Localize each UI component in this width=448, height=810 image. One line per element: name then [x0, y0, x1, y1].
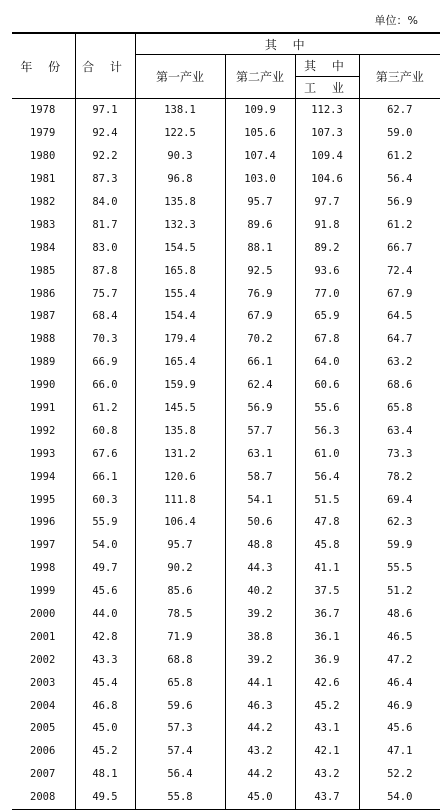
total-cell: 68.4 — [75, 305, 135, 328]
tertiary-cell: 61.2 — [387, 218, 413, 231]
header-secondary: 第二产业 — [225, 55, 295, 99]
table-row — [12, 397, 440, 420]
year-cell: 1997 — [12, 534, 75, 557]
tertiary-cell: 59.0 — [387, 127, 413, 140]
total-cell: 49.7 — [75, 557, 135, 580]
tertiary-cell: 47.1 — [387, 745, 413, 758]
tertiary-cell: 63.4 — [387, 424, 413, 437]
secondary-cell: 58.7 — [225, 465, 295, 488]
industry-cell: 93.6 — [295, 259, 359, 282]
table-row — [12, 625, 440, 648]
table-row — [12, 465, 440, 488]
header-total: 合 计 — [75, 33, 135, 99]
total-cell: 60.8 — [75, 419, 135, 442]
table-row — [12, 442, 440, 465]
tertiary-cell: 45.6 — [387, 722, 413, 735]
primary-cell: 132.3 — [135, 213, 225, 236]
total-cell: 44.0 — [75, 603, 135, 626]
tertiary-cell: 65.8 — [387, 402, 413, 415]
industry-cell: 64.0 — [295, 351, 359, 374]
secondary-cell: 95.7 — [225, 191, 295, 214]
secondary-cell: 92.5 — [225, 259, 295, 282]
year-cell: 2002 — [12, 648, 75, 671]
tertiary-cell: 46.4 — [387, 676, 413, 689]
year-cell: 2008 — [12, 786, 75, 809]
unit-label: 单位：% — [374, 14, 418, 27]
table-row — [12, 488, 440, 511]
industry-cell: 61.0 — [295, 442, 359, 465]
industry-cell: 41.1 — [295, 557, 359, 580]
primary-cell: 56.4 — [135, 763, 225, 786]
secondary-cell: 105.6 — [225, 122, 295, 145]
industry-cell: 43.7 — [295, 786, 359, 809]
tertiary-cell: 61.2 — [387, 150, 413, 163]
total-cell: 92.4 — [75, 122, 135, 145]
table-row — [12, 328, 440, 351]
table-body — [12, 99, 440, 810]
secondary-cell: 56.9 — [225, 397, 295, 420]
table-row — [12, 648, 440, 671]
total-cell: 54.0 — [75, 534, 135, 557]
secondary-cell: 39.2 — [225, 648, 295, 671]
secondary-cell: 40.2 — [225, 580, 295, 603]
tertiary-cell: 47.2 — [387, 653, 413, 666]
total-cell: 45.4 — [75, 671, 135, 694]
table-row — [12, 259, 440, 282]
header-primary: 第一产业 — [135, 55, 225, 99]
secondary-cell: 46.3 — [225, 694, 295, 717]
secondary-cell: 66.1 — [225, 351, 295, 374]
total-cell: 81.7 — [75, 213, 135, 236]
year-cell: 1979 — [12, 122, 75, 145]
secondary-cell: 107.4 — [225, 145, 295, 168]
year-cell: 1978 — [12, 99, 75, 122]
industry-cell: 112.3 — [295, 99, 359, 122]
table-row — [12, 694, 440, 717]
year-cell: 1996 — [12, 511, 75, 534]
primary-cell: 155.4 — [135, 282, 225, 305]
year-cell: 2000 — [12, 603, 75, 626]
total-cell: 60.3 — [75, 488, 135, 511]
total-cell: 92.2 — [75, 145, 135, 168]
industry-cell: 91.8 — [295, 213, 359, 236]
year-cell: 2007 — [12, 763, 75, 786]
total-cell: 42.8 — [75, 625, 135, 648]
total-cell: 97.1 — [75, 99, 135, 122]
table-row — [12, 763, 440, 786]
tertiary-cell: 48.6 — [387, 608, 413, 621]
industry-cell: 65.9 — [295, 305, 359, 328]
primary-cell: 138.1 — [135, 99, 225, 122]
secondary-cell: 54.1 — [225, 488, 295, 511]
year-cell: 2001 — [12, 625, 75, 648]
tertiary-cell: 64.5 — [387, 310, 413, 323]
total-cell: 43.3 — [75, 648, 135, 671]
industry-cell: 36.9 — [295, 648, 359, 671]
primary-cell: 159.9 — [135, 374, 225, 397]
primary-cell: 120.6 — [135, 465, 225, 488]
tertiary-cell: 72.4 — [387, 264, 413, 277]
tertiary-cell: 69.4 — [387, 493, 413, 506]
header-industry: 工 业 — [295, 77, 359, 99]
secondary-cell: 63.1 — [225, 442, 295, 465]
primary-cell: 165.8 — [135, 259, 225, 282]
industry-cell: 47.8 — [295, 511, 359, 534]
year-cell: 1999 — [12, 580, 75, 603]
table-row — [12, 99, 440, 122]
total-cell: 87.3 — [75, 168, 135, 191]
primary-cell: 165.4 — [135, 351, 225, 374]
secondary-cell: 57.7 — [225, 419, 295, 442]
primary-cell: 55.8 — [135, 786, 225, 809]
table-row — [12, 351, 440, 374]
data-table — [12, 32, 440, 810]
year-cell: 1990 — [12, 374, 75, 397]
industry-cell: 43.1 — [295, 717, 359, 740]
secondary-cell: 70.2 — [225, 328, 295, 351]
table-header — [12, 33, 440, 99]
tertiary-cell: 56.4 — [387, 173, 413, 186]
industry-cell: 55.6 — [295, 397, 359, 420]
year-cell: 1987 — [12, 305, 75, 328]
year-cell: 1984 — [12, 236, 75, 259]
tertiary-cell: 51.2 — [387, 585, 413, 598]
primary-cell: 106.4 — [135, 511, 225, 534]
table-row — [12, 122, 440, 145]
table-row — [12, 168, 440, 191]
primary-cell: 154.4 — [135, 305, 225, 328]
secondary-cell: 109.9 — [225, 99, 295, 122]
header-tertiary: 第三产业 — [359, 55, 440, 99]
year-cell: 1982 — [12, 191, 75, 214]
tertiary-cell: 63.2 — [387, 356, 413, 369]
primary-cell: 111.8 — [135, 488, 225, 511]
tertiary-cell: 55.5 — [387, 562, 413, 575]
year-cell: 1980 — [12, 145, 75, 168]
header-of-which: 其 中 — [135, 33, 440, 55]
primary-cell: 85.6 — [135, 580, 225, 603]
primary-cell: 122.5 — [135, 122, 225, 145]
table-row — [12, 236, 440, 259]
total-cell: 45.2 — [75, 740, 135, 763]
primary-cell: 135.8 — [135, 419, 225, 442]
primary-cell: 65.8 — [135, 671, 225, 694]
year-cell: 1981 — [12, 168, 75, 191]
total-cell: 61.2 — [75, 397, 135, 420]
primary-cell: 71.9 — [135, 625, 225, 648]
table-row — [12, 374, 440, 397]
header-year: 年 份 — [12, 33, 75, 99]
secondary-cell: 67.9 — [225, 305, 295, 328]
primary-cell: 154.5 — [135, 236, 225, 259]
table-row — [12, 534, 440, 557]
tertiary-cell: 46.5 — [387, 630, 413, 643]
industry-cell: 97.7 — [295, 191, 359, 214]
primary-cell: 135.8 — [135, 191, 225, 214]
primary-cell: 179.4 — [135, 328, 225, 351]
primary-cell: 57.3 — [135, 717, 225, 740]
year-cell: 1993 — [12, 442, 75, 465]
table-row — [12, 557, 440, 580]
header-secondary-of-which: 其 中 — [295, 55, 359, 77]
tertiary-cell: 56.9 — [387, 196, 413, 208]
table-row — [12, 580, 440, 603]
secondary-cell: 89.6 — [225, 213, 295, 236]
industry-cell: 67.8 — [295, 328, 359, 351]
tertiary-cell: 67.9 — [387, 287, 413, 300]
year-cell: 1985 — [12, 259, 75, 282]
year-cell: 1998 — [12, 557, 75, 580]
secondary-cell: 39.2 — [225, 603, 295, 626]
year-cell: 1983 — [12, 213, 75, 236]
total-cell: 84.0 — [75, 191, 135, 214]
table-row — [12, 305, 440, 328]
industry-cell: 104.6 — [295, 168, 359, 191]
industry-cell: 36.1 — [295, 625, 359, 648]
primary-cell: 90.3 — [135, 145, 225, 168]
secondary-cell: 43.2 — [225, 740, 295, 763]
table-row — [12, 282, 440, 305]
industry-cell: 45.8 — [295, 534, 359, 557]
tertiary-cell: 78.2 — [387, 470, 413, 483]
industry-cell: 45.2 — [295, 694, 359, 717]
table-row — [12, 511, 440, 534]
total-cell: 67.6 — [75, 442, 135, 465]
secondary-cell: 44.2 — [225, 717, 295, 740]
tertiary-cell: 62.7 — [387, 104, 413, 117]
total-cell: 75.7 — [75, 282, 135, 305]
table-row — [12, 191, 440, 214]
tertiary-cell: 46.9 — [387, 699, 413, 712]
primary-cell: 68.8 — [135, 648, 225, 671]
tertiary-cell: 59.9 — [387, 539, 413, 552]
industry-cell: 56.3 — [295, 419, 359, 442]
table-row — [12, 740, 440, 763]
primary-cell: 59.6 — [135, 694, 225, 717]
tertiary-cell: 66.7 — [387, 241, 413, 254]
primary-cell: 131.2 — [135, 442, 225, 465]
industry-cell: 89.2 — [295, 236, 359, 259]
table-row — [12, 671, 440, 694]
primary-cell: 90.2 — [135, 557, 225, 580]
tertiary-cell: 68.6 — [387, 379, 413, 392]
year-cell: 1989 — [12, 351, 75, 374]
total-cell: 83.0 — [75, 236, 135, 259]
table-row — [12, 603, 440, 626]
secondary-cell: 44.1 — [225, 671, 295, 694]
year-cell: 2004 — [12, 694, 75, 717]
year-cell: 1994 — [12, 465, 75, 488]
table-row — [12, 717, 440, 740]
tertiary-cell: 54.0 — [359, 786, 440, 809]
secondary-cell: 48.8 — [225, 534, 295, 557]
year-cell: 1986 — [12, 282, 75, 305]
table-row — [12, 213, 440, 236]
secondary-cell: 45.0 — [225, 786, 295, 809]
total-cell: 70.3 — [75, 328, 135, 351]
industry-cell: 42.1 — [295, 740, 359, 763]
industry-cell: 107.3 — [295, 122, 359, 145]
year-cell: 1992 — [12, 419, 75, 442]
industry-cell: 37.5 — [295, 580, 359, 603]
year-cell: 2005 — [12, 717, 75, 740]
industry-cell: 51.5 — [295, 488, 359, 511]
secondary-cell: 103.0 — [225, 168, 295, 191]
total-cell: 55.9 — [75, 511, 135, 534]
industry-cell: 43.2 — [295, 763, 359, 786]
industry-cell: 42.6 — [295, 671, 359, 694]
tertiary-cell: 62.3 — [387, 516, 413, 529]
total-cell: 49.5 — [75, 786, 135, 809]
tertiary-cell: 73.3 — [387, 447, 413, 460]
industry-cell: 77.0 — [295, 282, 359, 305]
industry-cell: 109.4 — [295, 145, 359, 168]
total-cell: 66.9 — [75, 351, 135, 374]
table-row — [12, 786, 440, 809]
primary-cell: 95.7 — [135, 534, 225, 557]
year-cell: 1995 — [12, 488, 75, 511]
secondary-cell: 76.9 — [225, 282, 295, 305]
secondary-cell: 88.1 — [225, 236, 295, 259]
tertiary-cell: 64.7 — [387, 333, 413, 346]
table-row — [12, 145, 440, 168]
secondary-cell: 38.8 — [225, 625, 295, 648]
year-cell: 1991 — [12, 397, 75, 420]
total-cell: 46.8 — [75, 694, 135, 717]
industry-cell: 56.4 — [295, 465, 359, 488]
primary-cell: 145.5 — [135, 397, 225, 420]
year-cell: 2003 — [12, 671, 75, 694]
total-cell: 66.0 — [75, 374, 135, 397]
total-cell: 45.6 — [75, 580, 135, 603]
industry-cell: 60.6 — [295, 374, 359, 397]
tertiary-cell: 52.2 — [387, 768, 413, 781]
total-cell: 87.8 — [75, 259, 135, 282]
primary-cell: 78.5 — [135, 603, 225, 626]
total-cell: 48.1 — [75, 763, 135, 786]
total-cell: 66.1 — [75, 465, 135, 488]
year-cell: 2006 — [12, 740, 75, 763]
total-cell: 45.0 — [75, 717, 135, 740]
secondary-cell: 44.3 — [225, 557, 295, 580]
table-row — [12, 419, 440, 442]
year-cell: 1988 — [12, 328, 75, 351]
primary-cell: 96.8 — [135, 168, 225, 191]
secondary-cell: 50.6 — [225, 511, 295, 534]
primary-cell: 57.4 — [135, 740, 225, 763]
secondary-cell: 62.4 — [225, 374, 295, 397]
industry-cell: 36.7 — [295, 603, 359, 626]
secondary-cell: 44.2 — [225, 763, 295, 786]
